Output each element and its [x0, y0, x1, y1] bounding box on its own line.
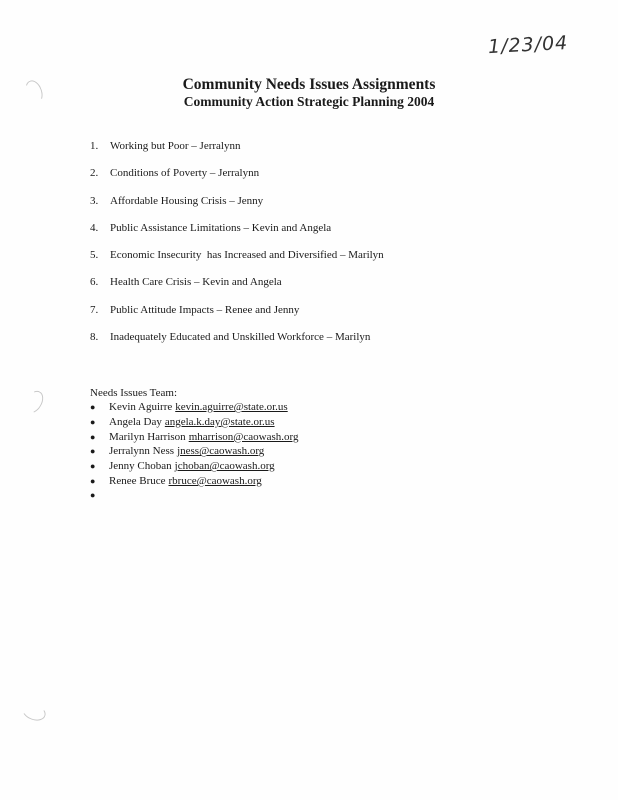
item-text: Economic Insecurity has Increased and Diversified – Marilyn — [110, 249, 384, 262]
handwritten-date: 1/23/04 — [487, 31, 569, 59]
member-name: Jenny Choban — [109, 460, 172, 473]
item-text: Public Assistance Limitations – Kevin and Angela — [110, 221, 332, 234]
team-heading: Needs Issues Team: — [90, 387, 178, 399]
item-number: 7. — [90, 303, 99, 316]
list-item — [90, 401, 299, 416]
list-item — [90, 304, 384, 331]
email-link[interactable]: jness@caowash.org — [177, 445, 265, 458]
bullet-icon: ● — [90, 475, 96, 486]
item-number: 6. — [90, 276, 99, 289]
email-link[interactable]: jchoban@caowash.org — [174, 460, 275, 473]
document-subtitle: Community Action Strategic Planning 2004 — [183, 94, 435, 109]
bullet-icon: ● — [90, 431, 96, 442]
email-link[interactable]: mharrison@caowash.org — [188, 430, 299, 443]
bullet-icon: ● — [90, 489, 96, 500]
member-name: Renee Bruce — [109, 474, 166, 487]
list-item — [90, 140, 384, 167]
item-text: Working but Poor – Jerralynn — [110, 140, 241, 152]
list-item — [90, 249, 384, 276]
list-item — [90, 222, 384, 249]
list-item — [90, 276, 384, 303]
document-title: Community Needs Issues Assignments — [182, 76, 436, 93]
email-link[interactable]: kevin.aguirre@state.or.us — [175, 401, 288, 413]
bullet-icon: ● — [90, 446, 96, 457]
item-text: Inadequately Educated and Unskilled Workforce – Marilyn — [110, 331, 371, 344]
item-number: 1. — [90, 140, 99, 152]
item-number: 3. — [90, 194, 99, 207]
list-item — [90, 195, 384, 222]
item-text: Public Attitude Impacts – Renee and Jenny — [110, 303, 300, 316]
bullet-icon: ● — [90, 461, 96, 472]
list-item — [90, 167, 384, 194]
item-text: Health Care Crisis – Kevin and Angela — [110, 276, 282, 289]
member-name: Kevin Aguirre — [109, 401, 173, 413]
member-name: Angela Day — [109, 415, 162, 428]
list-item — [90, 460, 299, 475]
team-list — [90, 401, 299, 505]
item-number: 5. — [90, 249, 99, 262]
item-text: Affordable Housing Crisis – Jenny — [110, 194, 264, 207]
list-item — [90, 431, 299, 446]
punch-hole-mark — [21, 388, 47, 417]
assignments-list — [90, 140, 384, 358]
punch-hole-mark — [20, 700, 48, 723]
member-name: Jerralynn Ness — [109, 445, 175, 458]
bullet-icon: ● — [90, 416, 96, 427]
item-number: 2. — [90, 167, 99, 180]
list-item — [90, 331, 384, 358]
list-item — [90, 475, 299, 490]
list-item — [90, 416, 299, 431]
list-item — [90, 490, 299, 505]
item-text: Conditions of Poverty – Jerralynn — [110, 167, 260, 180]
item-number: 8. — [90, 331, 99, 344]
member-name: Marilyn Harrison — [109, 430, 186, 443]
list-item — [90, 445, 299, 460]
bullet-icon: ● — [90, 402, 96, 412]
email-link[interactable]: angela.k.day@state.or.us — [164, 415, 275, 428]
email-link[interactable]: rbruce@caowash.org — [168, 474, 262, 487]
item-number: 4. — [90, 221, 99, 234]
